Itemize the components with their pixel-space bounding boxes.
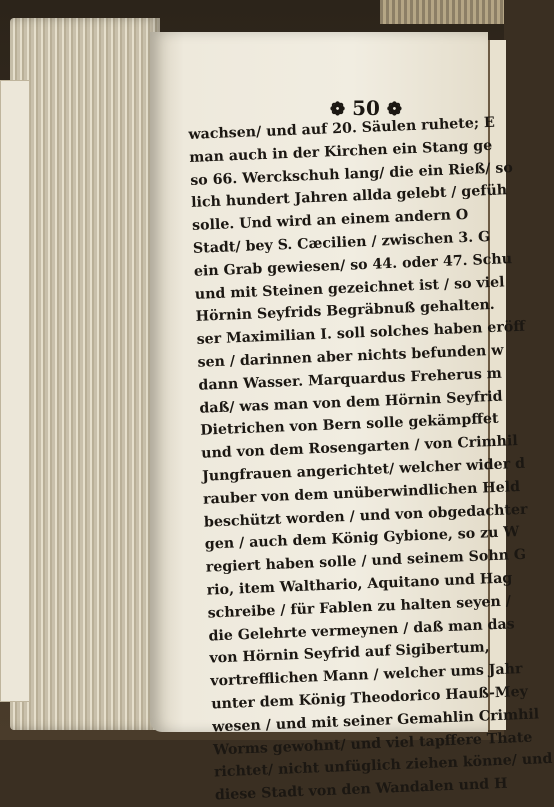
- text-line: Worms gewohnt/ und viel tapffere Thate: [212, 729, 533, 759]
- page-number: 50: [352, 96, 380, 120]
- text-line: ein Grab gewiesen/ so 44. oder 47. Schu: [193, 250, 513, 280]
- text-line: schreibe / für Fablen zu halten seyen /: [207, 593, 512, 622]
- text-line: solle. Und wird an einem andern O: [191, 207, 469, 235]
- text-line: man auch in der Kirchen ein Stang ge: [189, 137, 493, 166]
- text-line: rauber von dem unüberwindlichen Held: [202, 478, 521, 508]
- text-line: richtet/ nicht unfüglich ziehen könne/ und: [213, 751, 553, 781]
- text-line: unter dem König Theodorico Hauß-Mey: [210, 683, 529, 713]
- text-line: ser Maximilian I. soll solches haben eröff: [196, 318, 526, 348]
- text-line: Jungfrauen angerichtet/ welcher wider d: [201, 455, 526, 485]
- text-line: diese Stadt von den Wandalen und H: [214, 775, 508, 804]
- text-line: Hörnin Seyfrids Begräbnuß gehalten.: [195, 297, 496, 326]
- text-line: wachsen/ und auf 20. Säulen ruhete; E: [188, 114, 496, 143]
- text-line: von Hörnin Seyfrid auf Sigibertum,: [209, 639, 490, 667]
- page-block-edge: [10, 18, 160, 730]
- text-line: lich hundert Jahren allda gelebt / gefüh: [190, 182, 508, 212]
- text-line: Dietrichen von Bern solle gekämpffet: [200, 411, 499, 440]
- ornament-left-icon: ❁: [330, 99, 346, 120]
- text-line: und von dem Rosengarten / von Crimhil: [200, 433, 519, 462]
- text-line: beschützt worden / und von obgedachter: [203, 501, 528, 531]
- text-line: dann Wasser. Marquardus Freherus m: [198, 365, 503, 394]
- text-line: sen / darinnen aber nichts befunden w: [197, 342, 504, 371]
- text-line: daß/ was man von dem Hörnin Seyfrid: [199, 388, 503, 417]
- text-line: rio, item Walthario, Aquitano und Hag: [206, 570, 513, 599]
- text-line: wesen / und mit seiner Gemahlin Crimhil: [211, 706, 540, 736]
- text-line: vortrefflichen Mann / welcher ums Jahr: [210, 661, 523, 690]
- text-line: gen / auch dem König Gybione, so zu W: [204, 524, 520, 553]
- back-cover-page: [0, 80, 30, 702]
- text-line: die Gelehrte vermeynen / daß man das: [208, 615, 515, 645]
- cloth-edge: [380, 0, 504, 24]
- page-text: [188, 112, 553, 807]
- text-line: so 66. Werckschuh lang/ die ein Rieß/ so: [189, 159, 514, 189]
- ornament-right-icon: ❁: [386, 99, 402, 120]
- text-line: und mit Steinen gezeichnet ist / so viel: [194, 274, 505, 303]
- text-line: regiert haben solle / und seinem Sohn G: [205, 546, 527, 576]
- text-line: Stadt/ bey S. Cæcilien / zwischen 3. G: [192, 228, 491, 257]
